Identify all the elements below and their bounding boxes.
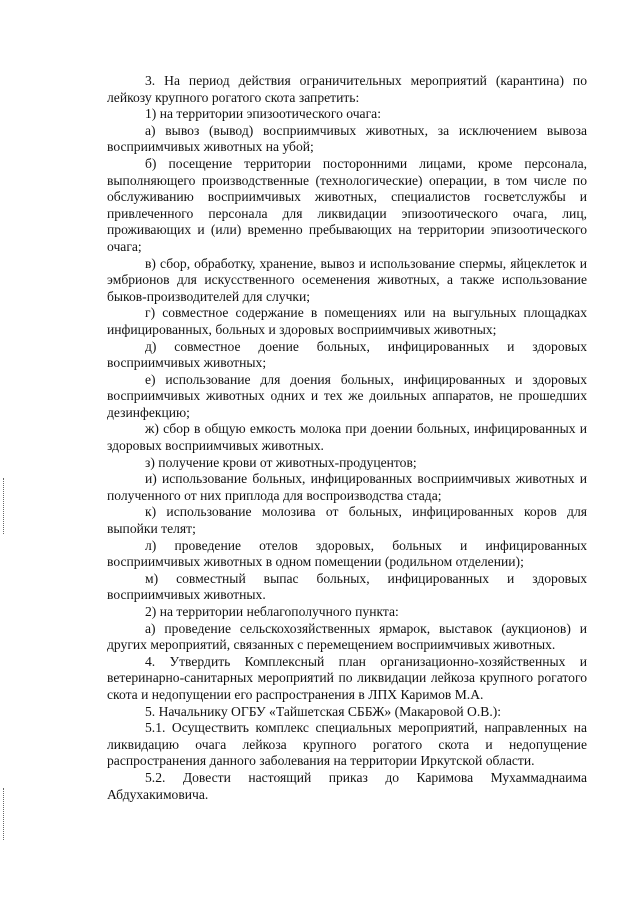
paragraph-b: б) посещение территории посторонними лицами, кроме персонала, выполняющего производственные (технологические) операции, в том числе по обслуживанию восприимчивых животных, специалистов госветслужбы и привлеченного персонала для ликвидации эпизоотического очага, лиц, проживающих и (или) временно пребывающих на территории эпизоотического очага; [107, 155, 587, 254]
paragraph-g: г) совместное содержание в помещениях или на выгульных площадках инфицированных, больных и здоровых восприимчивых животных; [107, 305, 587, 337]
paragraph-subsection-1: 1) на территории эпизоотического очага: [145, 106, 381, 122]
paragraph-d: д) совместное доение больных, инфицированных и здоровых восприимчивых животных; [107, 338, 587, 371]
paragraph-z: з) получение крови от животных-продуцентов; [145, 454, 417, 470]
document-body [107, 73, 587, 803]
paragraph-item-4: 4. Утвердить Комплексный план организационно-хозяйственных и ветеринарно-санитарных мероприятий по ликвидации лейкоза крупного рогатого скота и недопущении его распространения в ЛПХ Каримов М.А. [107, 653, 587, 702]
paragraph-a: а) вывоз (вывод) восприимчивых животных, за исключением вывоза восприимчивых животных на убой; [107, 122, 587, 155]
paragraph-k: к) использование молозива от больных, инфицированных коров для выпойки телят; [107, 504, 587, 537]
paragraph-subsection-2: 2) на территории неблагополучного пункта: [145, 604, 399, 619]
paragraph-2a: а) проведение сельскохозяйственных ярмарок, выставок (аукционов) и других мероприятий, связанных с перемещением восприимчивых животных. [107, 620, 587, 653]
paragraph-item-5-1: 5.1. Осуществить комплекс специальных мероприятий, направленных на ликвидацию очага лейкоза крупного рогатого скота и недопущение распространения данного заболевания на территории Иркутской области. [107, 720, 587, 769]
paragraph-item-3: 3. На период действия ограничительных мероприятий (карантина) по лейкозу крупного рогатого скота запретить: [107, 73, 587, 105]
paragraph-zh: ж) сбор в общую емкость молока при доении больных, инфицированных и здоровых восприимчивых животных. [107, 421, 587, 454]
paragraph-v: в) сбор, обработку, хранение, вывоз и использование спермы, яйцеклеток и эмбрионов для искусственного осеменения животных, а также использование быков-производителей для случки; [107, 255, 587, 304]
paragraph-m: м) совместный выпас больных, инфицированных и здоровых восприимчивых животных. [107, 570, 587, 603]
paragraph-item-5: 5. Начальнику ОГБУ «Тайшетская СББЖ» (Макаровой О.В.): [145, 703, 502, 719]
binding-margin-mark [3, 478, 4, 534]
binding-margin-mark [3, 788, 4, 840]
paragraph-e: е) использование для доения больных, инфицированных и здоровых восприимчивых животных одних и тех же доильных аппаратов, не прошедших дезинфекцию; [107, 371, 587, 420]
paragraph-l: л) проведение отелов здоровых, больных и инфицированных восприимчивых животных в одном помещении (родильном отделении); [107, 537, 587, 570]
paragraph-item-5-2: 5.2. Довести настоящий приказ до Каримова Мухаммаднаима Абдухакимовича. [107, 769, 587, 802]
paragraph-i: и) использование больных, инфицированных восприимчивых животных и полученного от них приплода для воспроизводства стада; [107, 471, 587, 503]
